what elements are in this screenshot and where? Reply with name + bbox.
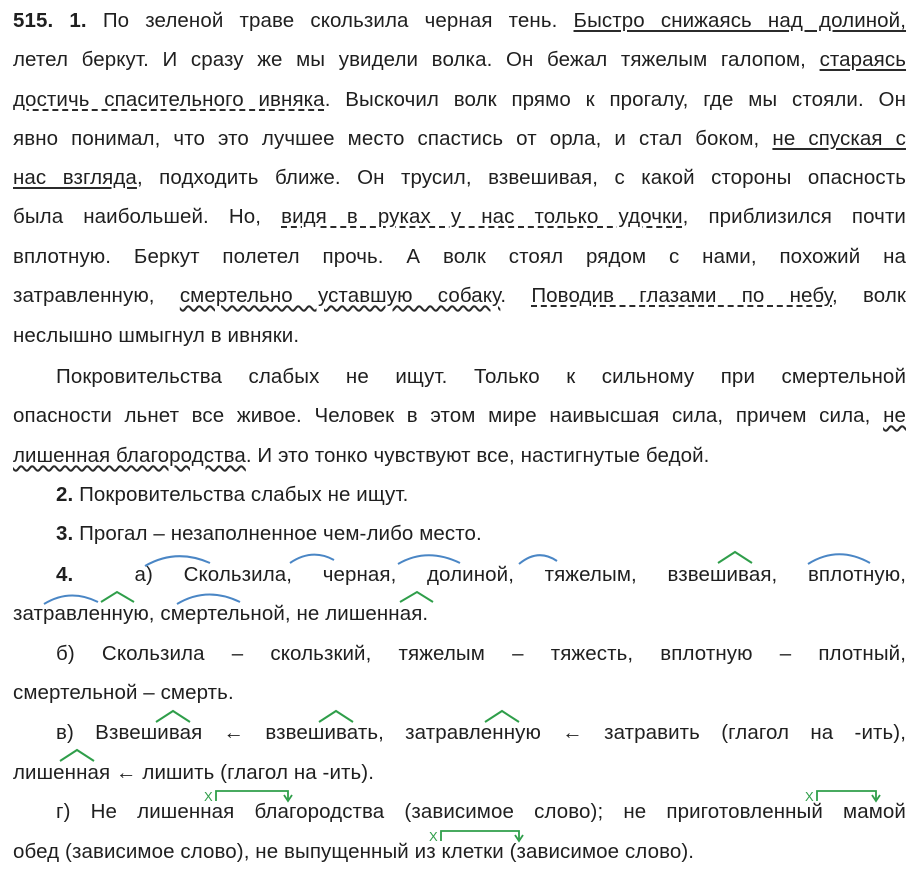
participial-phrase: стараясь	[819, 48, 907, 71]
item-4v-line-2: лишенная ← лишить (глагол на -ить).	[13, 761, 375, 784]
word: черная,	[322, 563, 397, 586]
word: тяжелым,	[544, 563, 637, 586]
word: Скользила,	[183, 563, 293, 586]
p1-line-9: неслышно шмыгнул в ивняки.	[13, 324, 300, 347]
participial-phrase: Быстро снижаясь над долиной,	[573, 9, 907, 32]
item-4a-line-2	[13, 601, 906, 627]
participial-phrase: не	[883, 404, 906, 427]
p1-line-1: 515. 1. По зеленой траве скользила черная тень. Быстро снижаясь над долиной,	[13, 9, 907, 32]
x-label: X	[204, 789, 213, 804]
x-label: X	[429, 829, 438, 844]
participial-phrase: достичь спасительного ивняка	[13, 88, 325, 111]
p1-line-4: явно понимал, что это лучшее место спастись от орла, и стал боком, не спуская с	[13, 127, 906, 150]
item-4g-line-2: обед (зависимое слово), не выпущенный из клетки (зависимое слово).	[13, 840, 695, 863]
participial-phrase: смертельно уставшую собаку	[179, 284, 501, 307]
participial-phrase: Поводив глазами по небу	[531, 284, 833, 307]
p1-line-8: затравленную, смертельно уставшую собаку. Поводив глазами по небу, волк	[13, 284, 906, 307]
item-4a-line-1: 4. а) Скользила, черная, долиной, тяжелым, взвешивая, вплотную,	[56, 563, 907, 586]
participial-phrase: не спуская с	[772, 127, 906, 150]
x-label: X	[805, 789, 814, 804]
p1-line-6: была наибольшей. Но, видя в руках у нас только удочки, приблизился почти	[13, 205, 906, 228]
item-4b-line-1: б) Скользила – скользкий, тяжелым – тяжесть, вплотную – плотный,	[56, 642, 906, 665]
item-3: 3. Прогал – незаполненное чем-либо место.	[56, 522, 482, 545]
word: вплотную,	[807, 563, 907, 586]
participial-phrase: лишенная благородства	[13, 444, 246, 467]
participial-phrase: видя в руках у нас только удочки	[281, 205, 683, 228]
p1-line-3: достичь спасительного ивняка. Выскочил волк прямо к прогалу, где мы стояли. Он	[13, 88, 906, 111]
participial-phrase: нас взгляда	[13, 166, 137, 189]
p1-line-2: летел беркут. И сразу же мы увидели волка. Он бежал тяжелым галопом, стараясь	[13, 48, 907, 71]
item-4v-line-1: в) Взвешивая ← взвешивать, затравленную ← затравить (глагол на -ить),	[56, 721, 906, 744]
word: взвешивая,	[667, 563, 778, 586]
word: долиной,	[427, 563, 514, 586]
p2-line-3: лишенная благородства. И это тонко чувствуют все, настигнутые бедой.	[13, 444, 710, 467]
item-number-1: 1.	[69, 9, 87, 32]
word: смертельной,	[160, 602, 291, 625]
item-4b-line-2: смертельной – смерть.	[13, 681, 234, 704]
p2-line-1: Покровительства слабых не ищут. Только к сильному при смертельной	[56, 365, 906, 388]
item-4g-line-1: г) Не лишенная благородства (зависимое слово); не приготовленный мамой	[56, 800, 906, 823]
p1-line-7: вплотную. Беркут полетел прочь. А волк стоял рядом с нами, похожий на	[13, 245, 906, 268]
word: затравленную,	[13, 602, 155, 625]
p1-line-5: нас взгляда, подходить ближе. Он трусил, взвешивая, с какой стороны опасность	[13, 166, 906, 189]
item-2: 2. Покровительства слабых не ищут.	[56, 483, 409, 506]
word: не лишенная.	[296, 602, 429, 625]
p2-line-2: опасности льнет все живое. Человек в этом мире наивысшая сила, причем сила, не	[13, 404, 906, 427]
task-number: 515.	[13, 9, 54, 32]
